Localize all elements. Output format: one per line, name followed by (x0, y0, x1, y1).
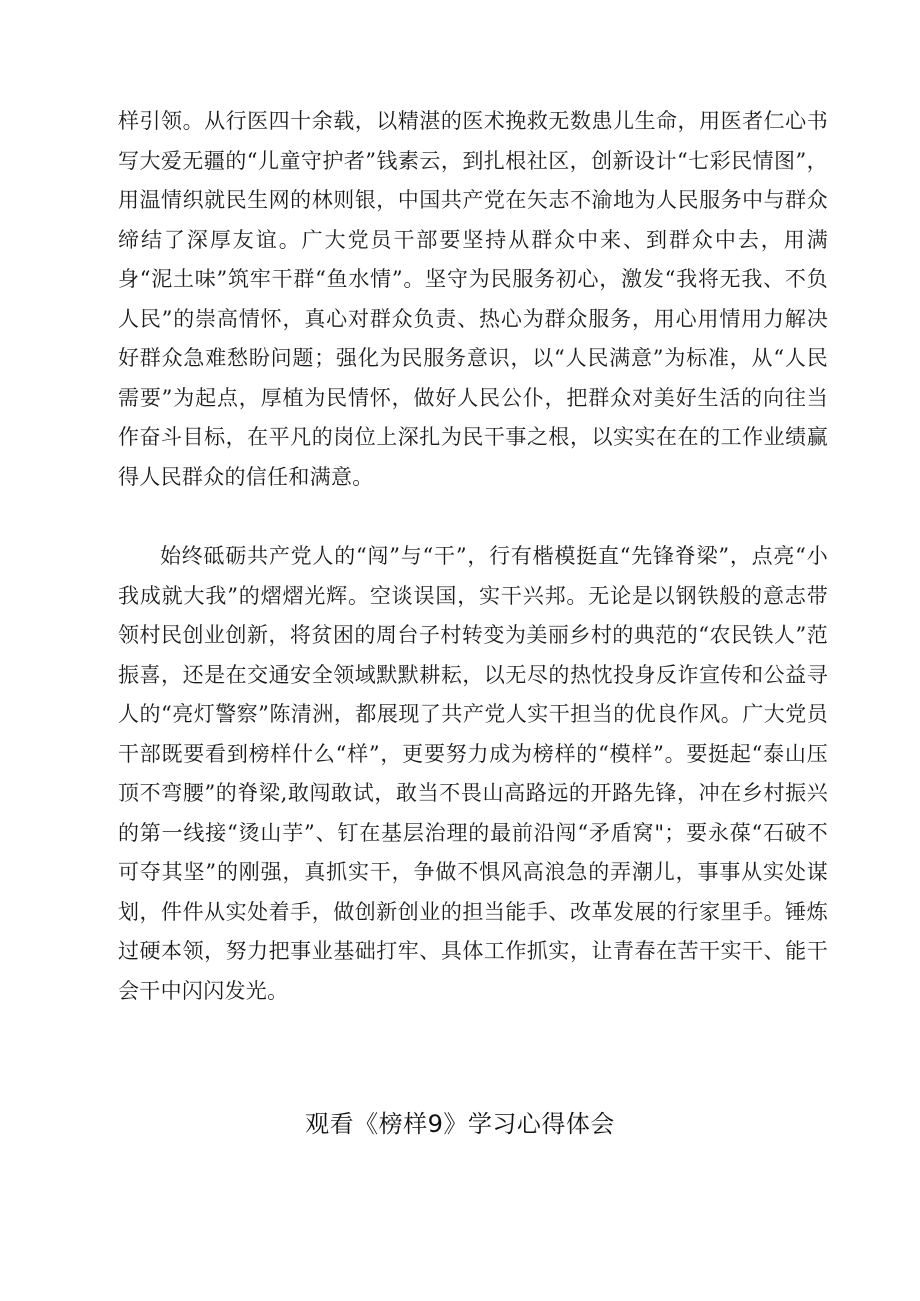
section-title: 观看《榜样9》学习心得体会 (305, 1110, 615, 1138)
body-paragraph-2: 始终砥砺共产党人的“闯”与“干”，行有楷模挺直“先锋脊梁”，点亮“小我成就大我”的熠熠光辉。空谈误国，实干兴邦。无论是以钢铁般的意志带领村民创业创新，将贫困的周台子村转变为美丽乡村的典范的“农民铁人”范振喜，还是在交通安全领域默默耕耘，以无尽的热忱投身反诈宣传和公益寻人的“亮灯警察”陈清洲，都展现了共产党人实干担当的优良作风。广大党员干部既要看到榜样什么“样”，更要努力成为榜样的“模样”。要挺起“泰山压顶不弯腰”的脊梁,敢闯敢试，敢当不畏山高路远的开路先锋，冲在乡村振兴的第一线接“烫山芋”、钉在基层治理的最前沿闯“矛盾窝"；要永葆“石破不可夺其坚”的刚强，真抓实干，争做不惧风高浪急的弄潮儿，事事从实处谋划，件件从实处着手，做创新创业的担当能手、改革发展的行家里手。锤炼过硬本领，努力把事业基础打牢、具体工作抓实，让青春在苦干实干、能干会干中闪闪发光。 (118, 544, 828, 1003)
body-paragraph-1: 样引领。从行医四十余载，以精湛的医术挽救无数患儿生命，用医者仁心书写大爱无疆的“儿童守护者”钱素云，到扎根社区，创新设计“七彩民情图”，用温情织就民生网的林则银，中国共产党在矢志不渝地为人民服务中与群众缔结了深厚友谊。广大党员干部要坚持从群众中来、到群众中去，用满身“泥土味”筑牢干群“鱼水情”。坚守为民服务初心，激发“我将无我、不负人民”的崇高情怀，真心对群众负责、热心为群众服务，用心用情用力解决好群众急难愁盼问题；强化为民服务意识，以“人民满意”为标准，从“人民需要”为起点，厚植为民情怀，做好人民公仆，把群众对美好生活的向往当作奋斗目标，在平凡的岗位上深扎为民干事之根，以实实在在的工作业绩赢得人民群众的信任和满意。 (118, 109, 828, 489)
